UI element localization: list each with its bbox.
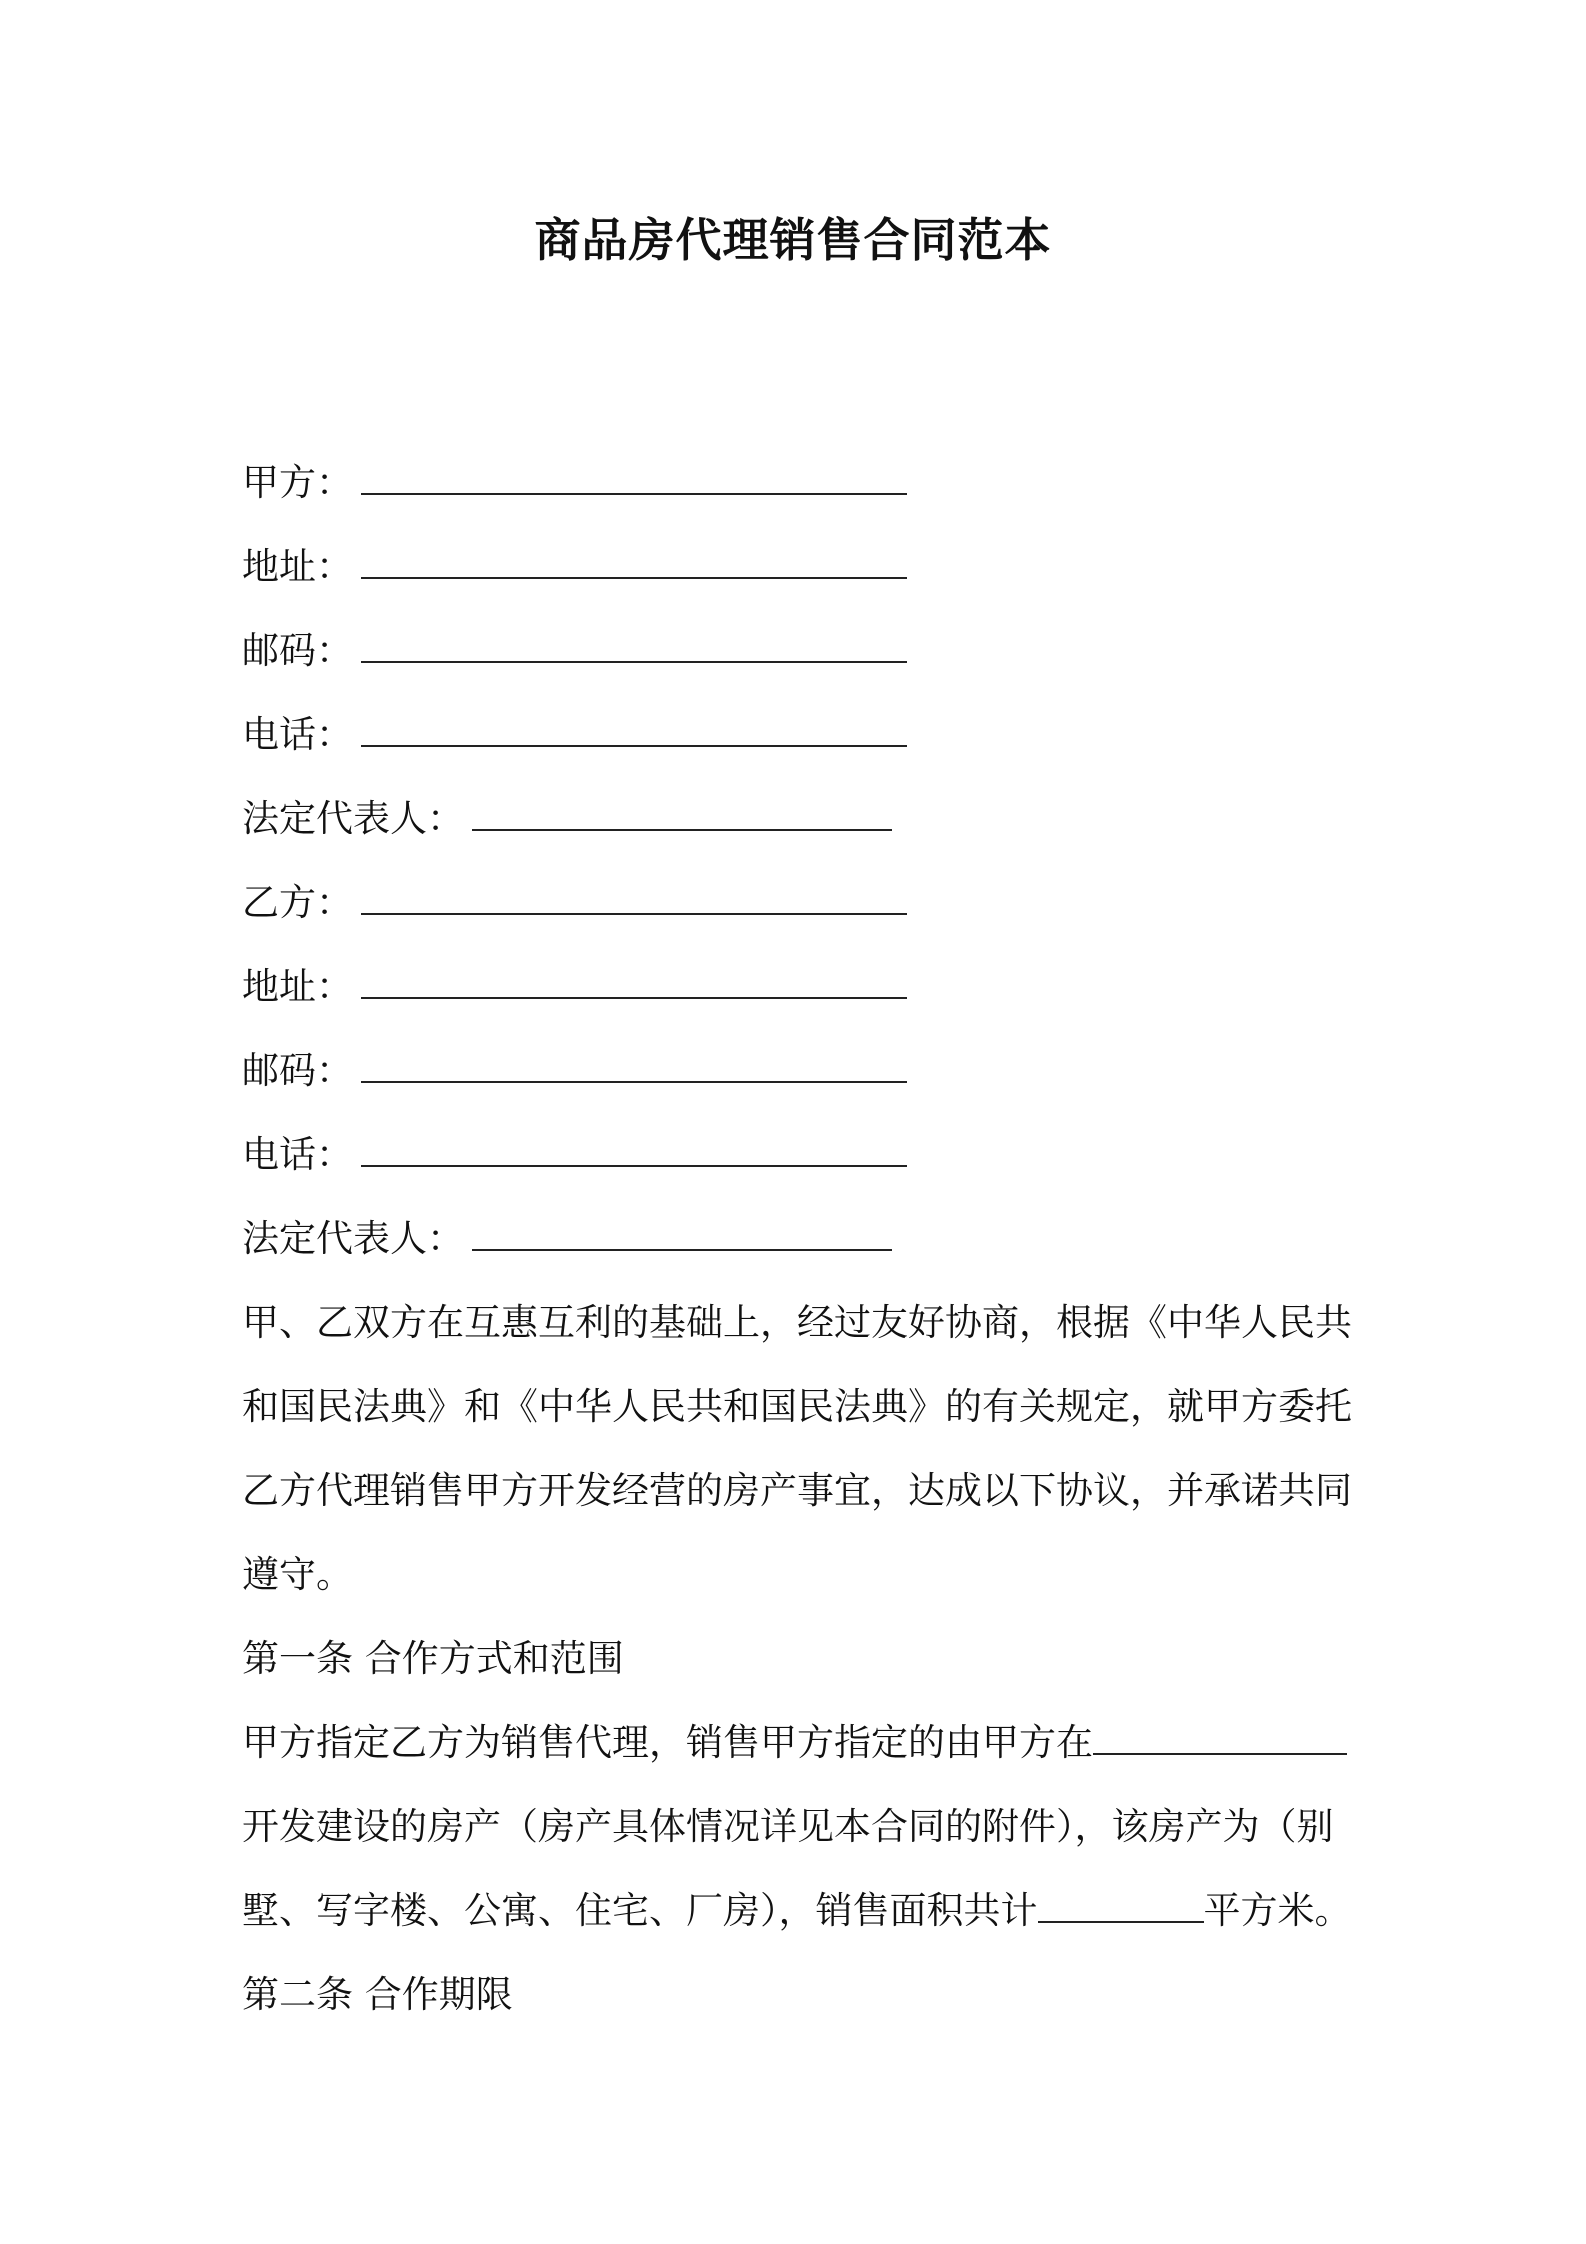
development-location-blank[interactable]	[1093, 1747, 1347, 1755]
party-b-phone-label: 电话：	[242, 1133, 353, 1176]
party-b-postcode-field	[242, 1046, 907, 1096]
article-1-line-3	[242, 1886, 1360, 1936]
party-a-address-field	[242, 542, 907, 592]
article-1-line-3-after: 平方米。	[1203, 1889, 1352, 1932]
party-a-address-blank[interactable]	[361, 571, 907, 579]
party-b-phone-field	[242, 1130, 907, 1180]
article-2-title: 第二条 合作期限	[242, 1973, 513, 2016]
intro-line-4: 遵守。	[242, 1553, 353, 1596]
party-a-field	[242, 458, 907, 508]
party-b-postcode-blank[interactable]	[361, 1075, 907, 1083]
sales-area-blank[interactable]	[1038, 1915, 1204, 1923]
party-a-representative-blank[interactable]	[472, 823, 892, 831]
party-b-address-blank[interactable]	[361, 991, 907, 999]
party-b-address-label: 地址：	[242, 965, 353, 1008]
party-a-representative-label: 法定代表人：	[242, 797, 464, 840]
party-a-postcode-field	[242, 626, 907, 676]
party-a-postcode-label: 邮码：	[242, 629, 353, 672]
party-b-representative-field	[242, 1214, 892, 1264]
party-b-blank[interactable]	[361, 907, 907, 915]
party-b-representative-label: 法定代表人：	[242, 1217, 464, 1260]
party-a-phone-blank[interactable]	[361, 739, 907, 747]
party-b-field	[242, 878, 907, 928]
intro-line-3: 乙方代理销售甲方开发经营的房产事宜，达成以下协议，并承诺共同	[242, 1469, 1352, 1512]
article-1-title: 第一条 合作方式和范围	[242, 1637, 624, 1680]
party-a-label: 甲方：	[242, 461, 353, 504]
party-b-phone-blank[interactable]	[361, 1159, 907, 1167]
article-1-line-1-text: 甲方指定乙方为销售代理，销售甲方指定的由甲方在	[242, 1721, 1093, 1764]
party-a-phone-label: 电话：	[242, 713, 353, 756]
article-1-line-2: 开发建设的房产（房产具体情况详见本合同的附件），该房产为（别	[242, 1805, 1334, 1848]
intro-line-1: 甲、乙双方在互惠互利的基础上，经过友好协商，根据《中华人民共	[242, 1301, 1352, 1344]
document-title: 商品房代理销售合同范本	[534, 213, 1052, 267]
article-1-line-3-before: 墅、写字楼、公寓、住宅、厂房），销售面积共计	[242, 1889, 1038, 1932]
party-a-blank[interactable]	[361, 487, 907, 495]
party-a-representative-field	[242, 794, 892, 844]
party-a-phone-field	[242, 710, 907, 760]
party-b-representative-blank[interactable]	[472, 1243, 892, 1251]
party-a-address-label: 地址：	[242, 545, 353, 588]
party-a-postcode-blank[interactable]	[361, 655, 907, 663]
party-b-address-field	[242, 962, 907, 1012]
party-b-postcode-label: 邮码：	[242, 1049, 353, 1092]
article-1-line-1	[242, 1718, 1360, 1768]
party-b-label: 乙方：	[242, 881, 353, 924]
intro-line-2: 和国民法典》和《中华人民共和国民法典》的有关规定，就甲方委托	[242, 1385, 1352, 1428]
